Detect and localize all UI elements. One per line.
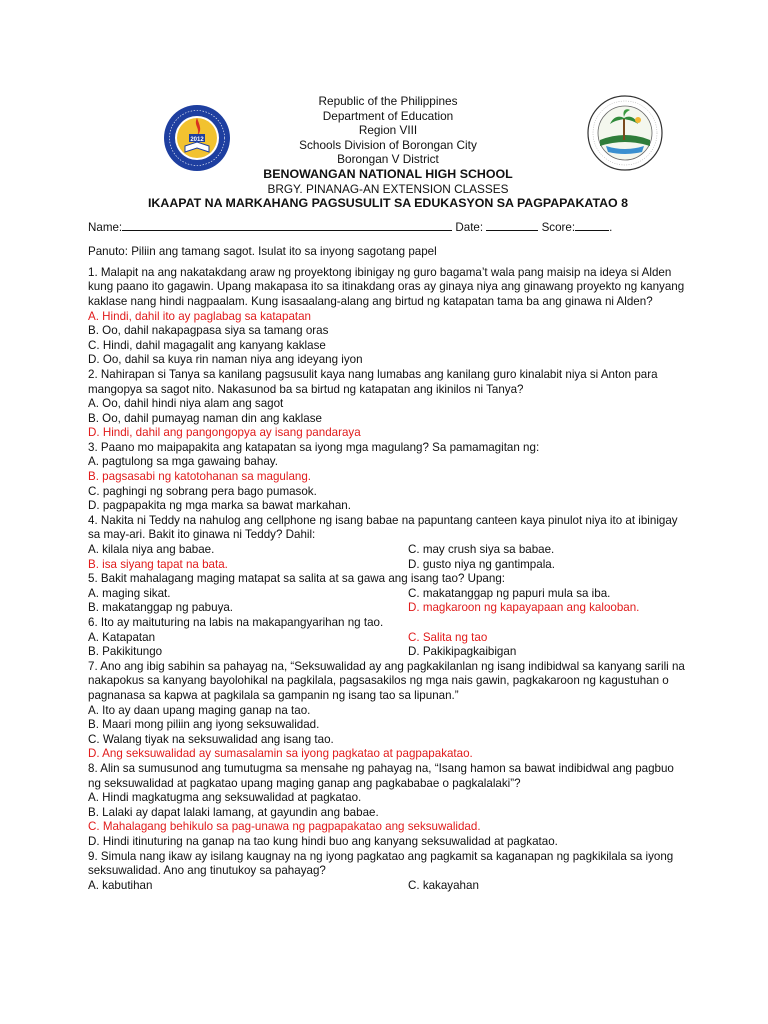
question-4-options-row-1 — [88, 543, 688, 558]
questions-list — [88, 266, 688, 894]
question-3-option-a: A. pagtulong sa mga gawaing bahay. — [88, 455, 278, 469]
question-2-text: 2. Nahirapan si Tanya sa kanilang pagsusulit kaya nang lumabas ang kanilang guro kinalabit niya si Anton para mangopya sa sagot nito. Nakasunod ba sa birtud ng katapatan ang ikinilos ni Tanya? — [88, 367, 658, 396]
question-1-option-d: D. Oo, dahil sa kuya rin naman niya ang ideyang iyon — [88, 353, 363, 367]
question-3-option-d: D. pagpapakita ng mga marka sa bawat markahan. — [88, 499, 351, 513]
question-6-option-d: D. Pakikipagkaibigan — [408, 645, 517, 659]
question-8-option-a: A. Hindi magkatugma ang seksuwalidad at pagkatao. — [88, 791, 362, 805]
question-9-options-row-1 — [88, 879, 688, 894]
instructions: Panuto: Piliin ang tamang sagot. Isulat ito sa inyong sagotang papel — [88, 244, 437, 258]
question-1-option-a: A. Hindi, dahil ito ay paglabag sa katapatan — [88, 309, 312, 323]
question-7-option-a: A. Ito ay daan upang maging ganap na tao. — [88, 703, 311, 717]
question-4-option-c: C. may crush siya sa babae. — [408, 543, 555, 557]
question-1-option-b: B. Oo, dahil nakapagpasa siya sa tamang oras — [88, 324, 329, 338]
question-5-option-a: A. maging sikat. — [88, 586, 171, 600]
question-4-option-b: B. isa siyang tapat na bata. — [88, 557, 228, 571]
question-7-text: 7. Ano ang ibig sabihin sa pahayag na, “Seksuwalidad ay ang pagkakilanlan ng isang indibidwal sa kanyang sarili na nakapokus sa kanyang bayolohikal na pagkilala, pagsasakilos ng mga nais gawin, pagkakaroon ng kagustuhan o pagnanasa sa kapwa at pagkilala sa gampanin ng isang tao sa lipunan.” — [88, 659, 685, 702]
exam-title: IKAAPAT NA MARKAHANG PAGSUSULIT SA EDUKASYON SA PAGPAPAKATAO 8 — [147, 196, 629, 211]
header-republic: Republic of the Philippines — [318, 94, 458, 108]
score-field[interactable] — [575, 219, 609, 231]
header-district: Borongan V District — [337, 152, 439, 167]
question-2-option-d: D. Hindi, dahil ang pangongopya ay isang pandaraya — [88, 426, 361, 440]
question-8-option-c: C. Mahalagang behikulo sa pag-unawa ng pagpapakatao ang seksuwalidad. — [88, 820, 481, 834]
question-5-option-b: B. makatanggap ng pabuya. — [88, 601, 234, 615]
question-1-option-c: C. Hindi, dahil magagalit ang kanyang kaklase — [88, 338, 326, 352]
question-9-option-c: C. kakayahan — [408, 878, 479, 892]
score-label: Score: — [541, 220, 576, 234]
student-info-line — [88, 219, 688, 235]
question-6-option-c: C. Salita ng tao — [408, 630, 488, 644]
question-7-option-d: D. Ang seksuwalidad ay sumasalamin sa iyong pagkatao at pagpapakatao. — [88, 747, 473, 761]
question-2-option-a: A. Oo, dahil hindi niya alam ang sagot — [88, 397, 284, 411]
question-5-option-d: D. magkaroon ng kapayapaan ang kalooban. — [408, 601, 640, 615]
question-9-option-a: A. kabutihan — [88, 878, 153, 892]
question-8-text: 8. Alin sa sumusunod ang tumutugma sa mensahe ng pahayag na, “Isang hamon sa bawat indibidwal ang pagbuo ng seksuwalidad at pagkatao upang maging ganap ang pagkababae o pagkalalaki”? — [88, 761, 674, 790]
extension-classes: BRGY. PINANAG-AN EXTENSION CLASSES — [267, 181, 509, 196]
question-3-option-c: C. paghingi ng sobrang pera bago pumasok. — [88, 484, 317, 498]
question-7-option-b: B. Maari mong piliin ang iyong seksuwalidad. — [88, 718, 320, 732]
question-3-text: 3. Paano mo maipapakita ang katapatan sa iyong mga magulang? Sa pamamagitan ng: — [88, 440, 540, 454]
question-1-text: 1. Malapit na ang nakatakdang araw ng proyektong ibinigay ng guro bagama’t wala pang maisip na ideya si Alden kung paano ito gagawin. Upang makapasa ito sa itinakdang oras ay ginaya niya ang ginawang proyekto ng kanyang kaklase nang hindi nagpaalam. Kung isasaalang-alang ang birtud ng katapatan tama ba ang ginawa ni Alden? — [88, 265, 685, 308]
question-5-options-row-1 — [88, 587, 688, 602]
question-7-option-c: C. Walang tiyak na seksuwalidad ang isang tao. — [88, 732, 334, 746]
question-6-text: 6. Ito ay maituturing na labis na makapangyarihan ng tao. — [88, 616, 384, 629]
question-6-options-row-1 — [88, 631, 688, 646]
question-5-text: 5. Bakit mahalagang maging matapat sa salita at sa gawa ang isang tao? Upang: — [88, 572, 506, 586]
question-9-text: 9. Simula nang ikaw ay isilang kaugnay na ng iyong pagkatao ang pagkamit sa kaganapan ng pagkikilala sa iyong seksuwalidad. Ano ang tinutukoy sa pahayag? — [88, 849, 674, 878]
question-6-options-row-2 — [88, 645, 688, 660]
date-label: Date: — [455, 220, 484, 234]
date-field[interactable] — [486, 219, 538, 231]
question-6-option-a: A. Katapatan — [88, 630, 156, 644]
exam-page — [88, 94, 688, 893]
school-name: BENOWANGAN NATIONAL HIGH SCHOOL — [263, 166, 513, 181]
question-3-option-b: B. pagsasabi ng katotohanan sa magulang. — [88, 470, 312, 484]
question-4-options-row-2 — [88, 558, 688, 573]
question-5-options-row-2 — [88, 601, 688, 616]
svg-text:2012: 2012 — [190, 137, 204, 143]
score-end: . — [609, 220, 613, 234]
header-division: Schools Division of Borongan City — [299, 137, 477, 152]
name-label: Name: — [88, 220, 123, 234]
question-6-option-b: B. Pakikitungo — [88, 645, 163, 659]
name-field[interactable] — [122, 219, 452, 231]
header-deped: Department of Education — [322, 108, 454, 123]
question-2-option-b: B. Oo, dahil pumayag naman din ang kaklase — [88, 411, 322, 425]
question-8-option-d: D. Hindi itinuturing na ganap na tao kung hindi buo ang kanyang seksuwalidad at pagkatao. — [88, 834, 558, 848]
question-4-option-a: A. kilala niya ang babae. — [88, 543, 215, 557]
document-header — [88, 94, 688, 211]
question-5-option-c: C. makatanggap ng papuri mula sa iba. — [408, 586, 611, 600]
question-4-text: 4. Nakita ni Teddy na nahulog ang cellphone ng isang babae na papuntang canteen kaya pinulot niya ito at ibinigay sa may-ari. Bakit ito ginawa ni Teddy? Dahil: — [88, 513, 678, 542]
header-region: Region VIII — [358, 123, 418, 138]
question-8-option-b: B. Lalaki ay dapat lalaki lamang, at gayundin ang babae. — [88, 805, 379, 819]
question-4-option-d: D. gusto niya ng gantimpala. — [408, 557, 555, 571]
